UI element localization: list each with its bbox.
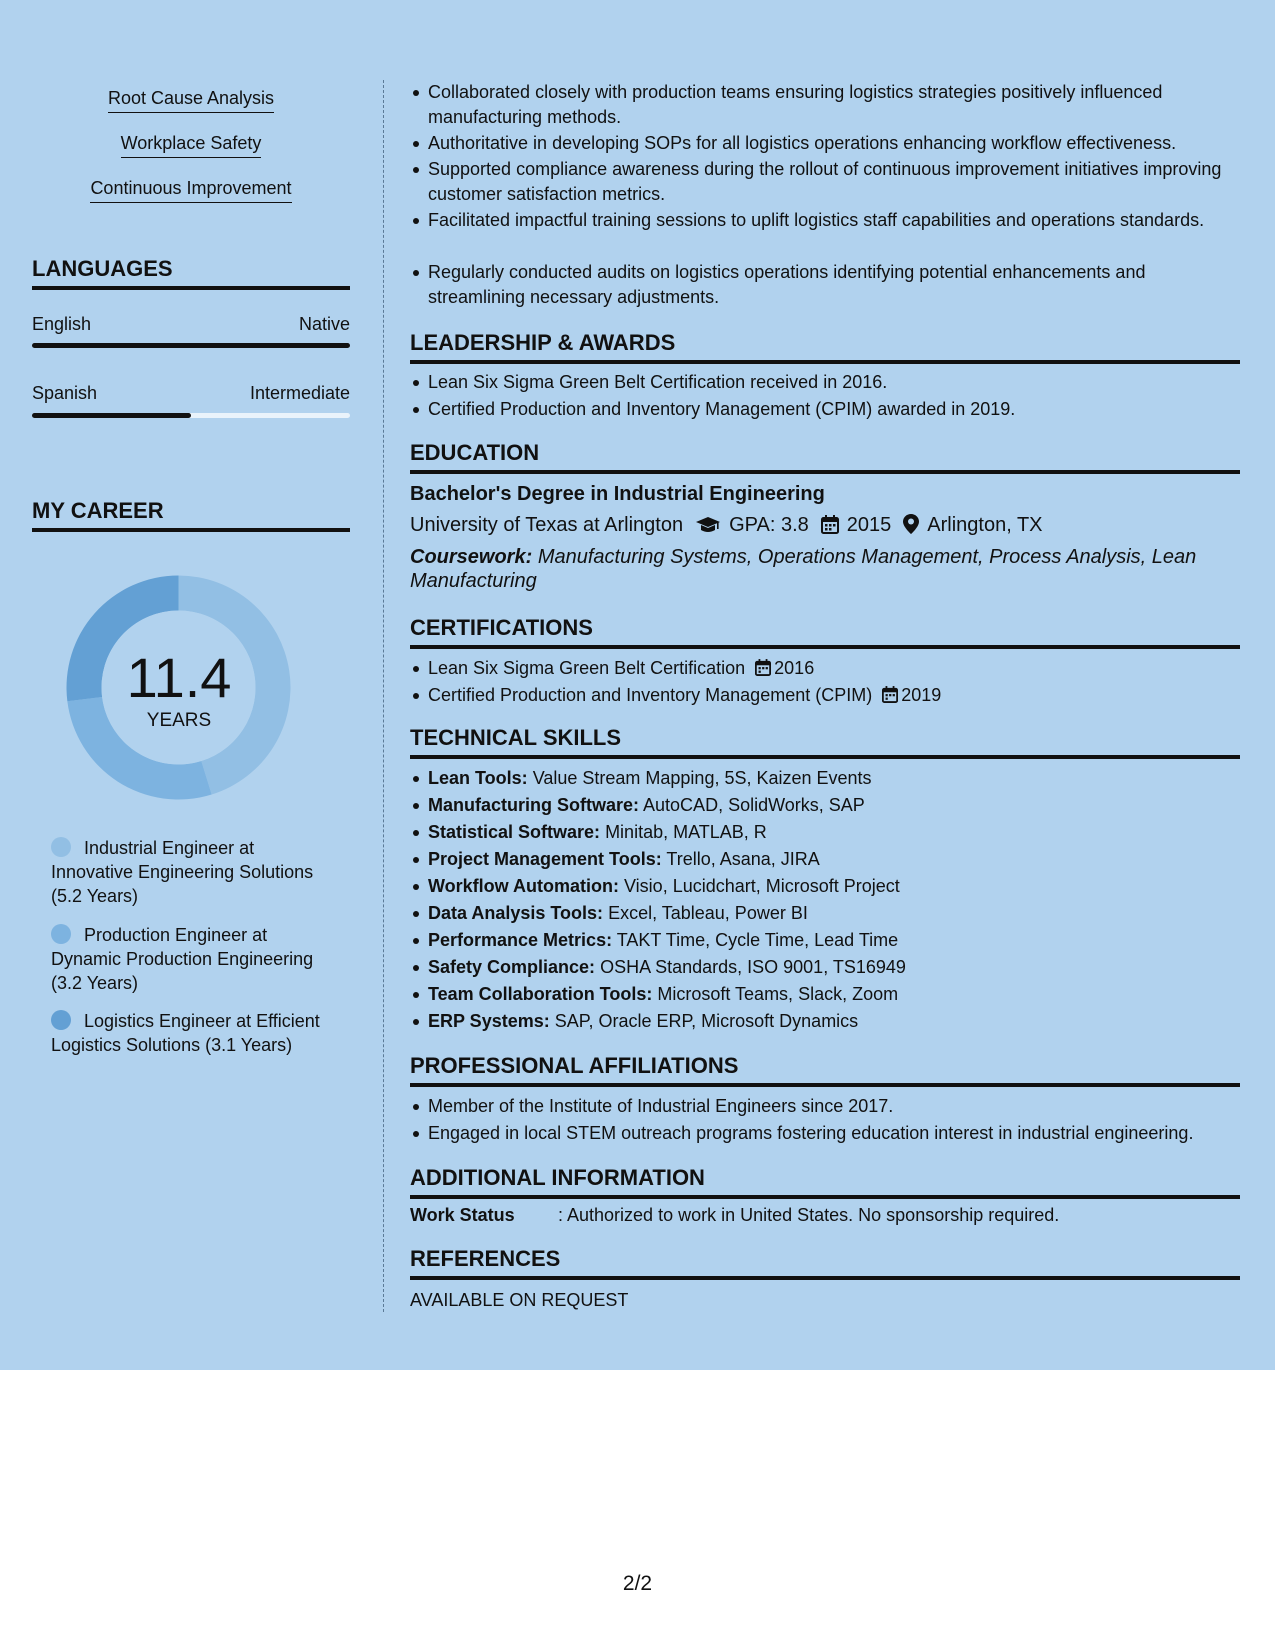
language-name: Spanish bbox=[32, 383, 98, 403]
languages-heading: LANGUAGES bbox=[32, 256, 350, 290]
language-level: Intermediate bbox=[249, 383, 350, 403]
certification-year: 2016 bbox=[774, 658, 815, 678]
education-heading: EDUCATION bbox=[410, 440, 1240, 474]
language-english-bar bbox=[32, 343, 350, 348]
certification-year: 2019 bbox=[901, 685, 942, 705]
language-level: Native bbox=[298, 314, 350, 334]
map-pin-icon bbox=[903, 514, 919, 540]
work-status-value: : Authorized to work in United States. No sponsorship required. bbox=[558, 1205, 1060, 1225]
work-status-label: Work Status bbox=[410, 1205, 515, 1225]
references-heading: REFERENCES bbox=[410, 1246, 1240, 1280]
experience-bullet: Facilitated impactful training sessions to uplift logistics staff capabilities and operations standards. bbox=[428, 208, 1243, 233]
language-spanish-fill bbox=[32, 413, 191, 418]
education-school: University of Texas at Arlington bbox=[410, 514, 684, 536]
technical-skill-item: ERP Systems: SAP, Oracle ERP, Microsoft Dynamics bbox=[428, 1008, 858, 1035]
language-spanish-bar bbox=[32, 413, 350, 418]
technical-skill-item: Workflow Automation: Visio, Lucidchart, Microsoft Project bbox=[428, 873, 900, 900]
affiliations-heading: PROFESSIONAL AFFILIATIONS bbox=[410, 1053, 1240, 1087]
coursework-text: Manufacturing Systems, Operations Management, Process Analysis, Lean Manufacturing bbox=[410, 546, 1197, 592]
career-item: Logistics Engineer at Efficient Logistics Solutions (3.1 Years) bbox=[51, 1011, 320, 1055]
education-details bbox=[410, 514, 1043, 540]
technical-skill-item: Safety Compliance: OSHA Standards, ISO 9001, TS16949 bbox=[428, 954, 906, 981]
language-spanish bbox=[32, 383, 350, 404]
additional-info-heading: ADDITIONAL INFORMATION bbox=[410, 1165, 1240, 1199]
technical-skill-item: Project Management Tools: Trello, Asana, JIRA bbox=[428, 846, 820, 873]
leadership-item: Lean Six Sigma Green Belt Certification received in 2016. bbox=[428, 370, 1243, 395]
career-total-unit: YEARS bbox=[146, 710, 212, 731]
affiliation-item: Member of the Institute of Industrial Engineers since 2017. bbox=[428, 1094, 1243, 1119]
coursework-label: Coursework: bbox=[410, 546, 533, 568]
skill-continuous-improvement: Continuous Improvement bbox=[32, 178, 350, 203]
career-item: Industrial Engineer at Innovative Engineering Solutions (5.2 Years) bbox=[51, 838, 314, 906]
skill-root-cause-analysis: Root Cause Analysis bbox=[32, 88, 350, 113]
technical-skill-item: Statistical Software: Minitab, MATLAB, R bbox=[428, 819, 767, 846]
calendar-icon bbox=[821, 515, 839, 540]
certifications-heading: CERTIFICATIONS bbox=[410, 615, 1240, 649]
leadership-heading: LEADERSHIP & AWARDS bbox=[410, 330, 1240, 364]
experience-bullet: Regularly conducted audits on logistics operations identifying potential enhancements and streamlining necessary adjustments. bbox=[428, 260, 1243, 310]
career-heading: MY CAREER bbox=[32, 498, 350, 532]
certification-item: Lean Six Sigma Green Belt Certification 2016 bbox=[428, 656, 1243, 681]
skill-workplace-safety: Workplace Safety bbox=[32, 133, 350, 158]
graduation-cap-icon bbox=[695, 516, 721, 540]
career-legend-dot bbox=[51, 837, 71, 857]
experience-bullet: Collaborated closely with production teams ensuring logistics strategies positively influenced manufacturing methods. bbox=[428, 80, 1243, 130]
experience-bullet: Supported compliance awareness during the rollout of continuous improvement initiatives improving customer satisfaction metrics. bbox=[428, 157, 1243, 207]
technical-skill-item: Performance Metrics: TAKT Time, Cycle Time, Lead Time bbox=[428, 927, 898, 954]
career-total-years: 11.4 bbox=[126, 646, 232, 709]
column-divider bbox=[383, 80, 384, 1312]
language-english-fill bbox=[32, 343, 350, 348]
references-text: AVAILABLE ON REQUEST bbox=[410, 1290, 629, 1310]
education-year: 2015 bbox=[846, 514, 892, 536]
career-legend-dot bbox=[51, 1010, 71, 1030]
language-name: English bbox=[32, 314, 92, 334]
education-location: Arlington, TX bbox=[927, 514, 1043, 536]
leadership-item: Certified Production and Inventory Management (CPIM) awarded in 2019. bbox=[428, 397, 1243, 422]
affiliation-item: Engaged in local STEM outreach programs fostering education interest in industrial engineering. bbox=[428, 1121, 1243, 1146]
certification-item: Certified Production and Inventory Management (CPIM) 2019 bbox=[428, 683, 1243, 708]
technical-skills-heading: TECHNICAL SKILLS bbox=[410, 725, 1240, 759]
technical-skill-item: Lean Tools: Value Stream Mapping, 5S, Kaizen Events bbox=[428, 765, 872, 792]
experience-bullet: Authoritative in developing SOPs for all logistics operations enhancing workflow effectiveness. bbox=[428, 131, 1243, 156]
education-gpa: GPA: 3.8 bbox=[729, 514, 809, 536]
technical-skill-item: Data Analysis Tools: Excel, Tableau, Power BI bbox=[428, 900, 808, 927]
technical-skill-item: Team Collaboration Tools: Microsoft Teams, Slack, Zoom bbox=[428, 981, 898, 1008]
education-degree: Bachelor's Degree in Industrial Engineering bbox=[410, 483, 825, 505]
language-english bbox=[32, 314, 350, 335]
page-number: 2/2 bbox=[622, 1572, 653, 1595]
technical-skill-item: Manufacturing Software: AutoCAD, SolidWorks, SAP bbox=[428, 792, 865, 819]
education-coursework bbox=[410, 545, 1240, 593]
career-legend-dot bbox=[51, 924, 71, 944]
career-item: Production Engineer at Dynamic Production Engineering (3.2 Years) bbox=[51, 925, 314, 993]
calendar-icon bbox=[755, 659, 771, 676]
calendar-icon bbox=[882, 686, 898, 703]
